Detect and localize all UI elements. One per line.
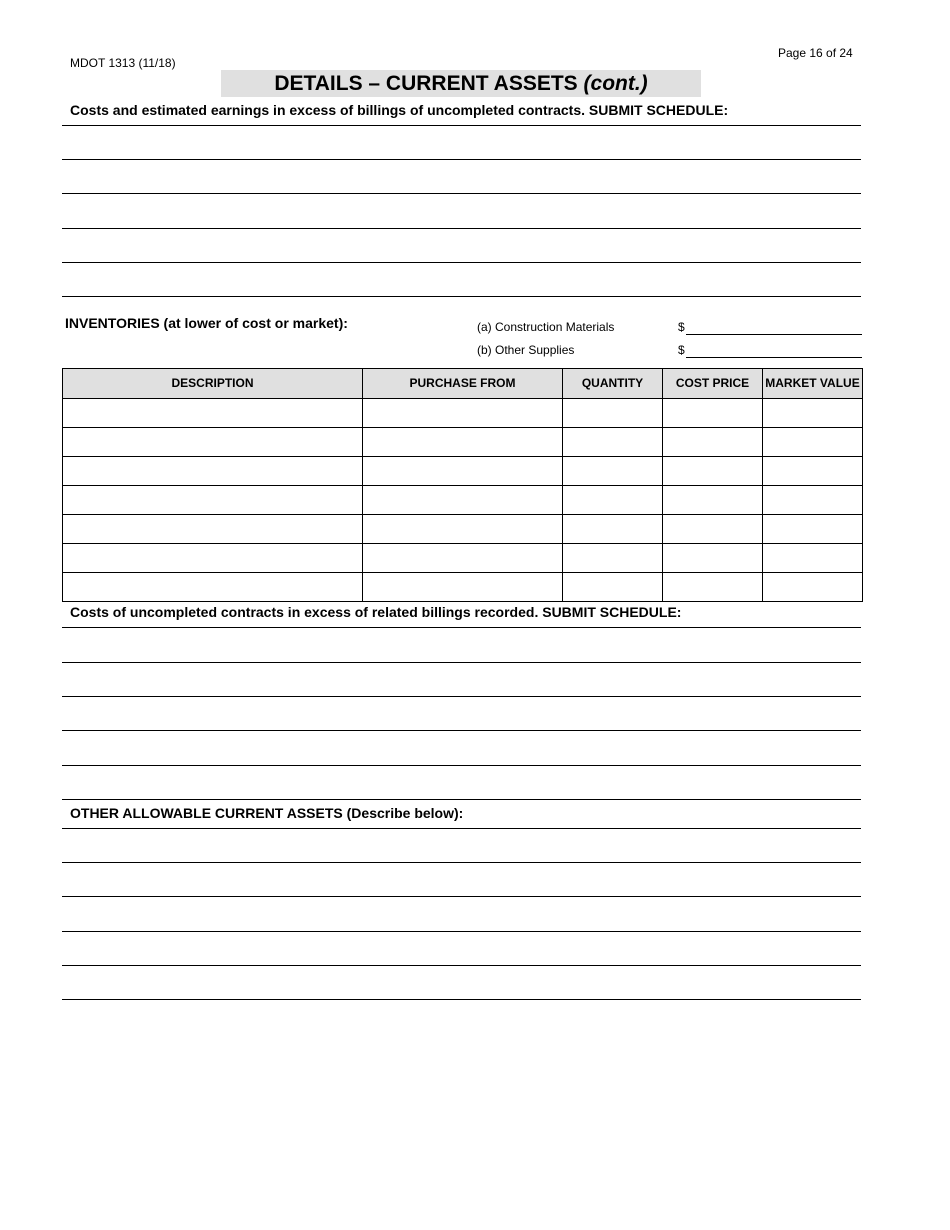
cell[interactable] xyxy=(763,486,863,515)
costs-estimated-label: Costs and estimated earnings in excess of billings of uncompleted contracts. SUBMIT SCHEDULE: xyxy=(70,102,729,118)
table-row xyxy=(63,544,863,573)
construction-materials-label: (a) Construction Materials xyxy=(477,320,615,334)
cell[interactable] xyxy=(663,573,763,602)
cell[interactable] xyxy=(563,399,663,428)
cell[interactable] xyxy=(663,457,763,486)
cell[interactable] xyxy=(63,486,363,515)
table-row xyxy=(63,515,863,544)
cell[interactable] xyxy=(363,428,563,457)
header-cost-price: COST PRICE xyxy=(663,369,763,399)
cell[interactable] xyxy=(63,573,363,602)
write-line[interactable] xyxy=(62,862,861,863)
divider xyxy=(62,627,861,628)
cell[interactable] xyxy=(563,486,663,515)
construction-materials-amount[interactable] xyxy=(686,334,862,335)
write-line[interactable] xyxy=(62,193,861,194)
cell[interactable] xyxy=(63,399,363,428)
costs-uncompleted-label: Costs of uncompleted contracts in excess of related billings recorded. SUBMIT SCHEDULE: xyxy=(70,604,682,620)
write-line[interactable] xyxy=(62,662,861,663)
write-line[interactable] xyxy=(62,159,861,160)
cell[interactable] xyxy=(63,457,363,486)
header-purchase-from: PURCHASE FROM xyxy=(363,369,563,399)
cell[interactable] xyxy=(363,544,563,573)
form-id: MDOT 1313 (11/18) xyxy=(70,56,176,70)
dollar-sign: $ xyxy=(678,343,685,357)
cell[interactable] xyxy=(363,515,563,544)
cell[interactable] xyxy=(663,428,763,457)
write-line[interactable] xyxy=(62,799,861,800)
write-line[interactable] xyxy=(62,296,861,297)
write-line[interactable] xyxy=(62,696,861,697)
cell[interactable] xyxy=(663,544,763,573)
write-line[interactable] xyxy=(62,896,861,897)
table-header-row xyxy=(63,369,863,399)
table-row xyxy=(63,457,863,486)
write-line[interactable] xyxy=(62,262,861,263)
cell[interactable] xyxy=(563,457,663,486)
cell[interactable] xyxy=(763,457,863,486)
cell[interactable] xyxy=(563,515,663,544)
write-line[interactable] xyxy=(62,730,861,731)
cell[interactable] xyxy=(763,573,863,602)
divider xyxy=(62,828,861,829)
cell[interactable] xyxy=(63,544,363,573)
cell[interactable] xyxy=(63,428,363,457)
inventories-label: INVENTORIES (at lower of cost or market): xyxy=(65,315,348,331)
cell[interactable] xyxy=(663,515,763,544)
other-assets-label: OTHER ALLOWABLE CURRENT ASSETS (Describe below): xyxy=(70,805,464,821)
dollar-sign: $ xyxy=(678,320,685,334)
cell[interactable] xyxy=(63,515,363,544)
divider xyxy=(62,125,861,126)
other-supplies-amount[interactable] xyxy=(686,357,862,358)
header-description: DESCRIPTION xyxy=(63,369,363,399)
other-supplies-label: (b) Other Supplies xyxy=(477,343,575,357)
cell[interactable] xyxy=(563,428,663,457)
header-quantity: QUANTITY xyxy=(563,369,663,399)
table-row xyxy=(63,486,863,515)
inventory-table xyxy=(62,368,863,602)
title-cont: (cont.) xyxy=(583,72,648,95)
cell[interactable] xyxy=(363,486,563,515)
cell[interactable] xyxy=(763,515,863,544)
cell[interactable] xyxy=(663,486,763,515)
page-number: Page 16 of 24 xyxy=(778,46,853,60)
title-main: DETAILS – CURRENT ASSETS xyxy=(274,72,584,95)
write-line[interactable] xyxy=(62,965,861,966)
cell[interactable] xyxy=(363,457,563,486)
table-row xyxy=(63,428,863,457)
write-line[interactable] xyxy=(62,765,861,766)
write-line[interactable] xyxy=(62,931,861,932)
cell[interactable] xyxy=(363,573,563,602)
cell[interactable] xyxy=(763,399,863,428)
table-row xyxy=(63,399,863,428)
cell[interactable] xyxy=(563,544,663,573)
header-market-value: MARKET VALUE xyxy=(763,369,863,399)
write-line[interactable] xyxy=(62,999,861,1000)
cell[interactable] xyxy=(663,399,763,428)
cell[interactable] xyxy=(563,573,663,602)
cell[interactable] xyxy=(763,544,863,573)
write-line[interactable] xyxy=(62,228,861,229)
cell[interactable] xyxy=(763,428,863,457)
cell[interactable] xyxy=(363,399,563,428)
page-title xyxy=(221,70,701,97)
table-row xyxy=(63,573,863,602)
